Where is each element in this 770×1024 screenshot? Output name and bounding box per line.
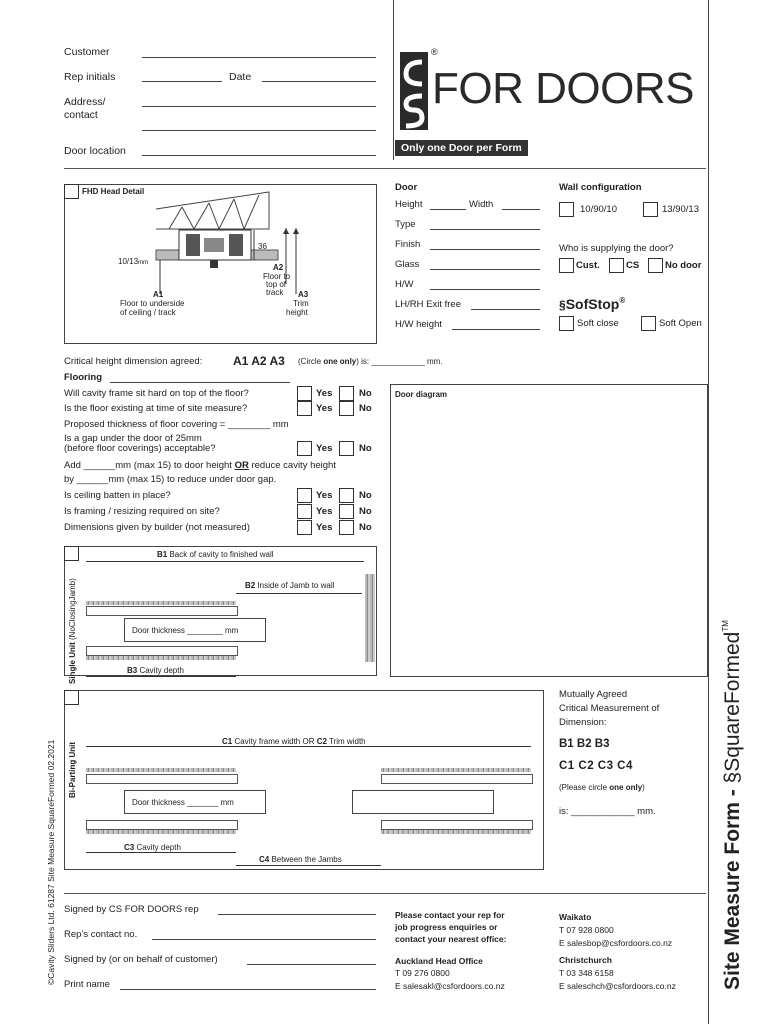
fhd-dim-10-13	[118, 257, 148, 266]
door-finish-field[interactable]	[430, 249, 540, 250]
sofstop-icon: §	[559, 298, 566, 312]
door-glass-field[interactable]	[430, 269, 540, 270]
fhd-dim-10-13-unit: mm	[138, 260, 149, 266]
q4-no-checkbox[interactable]	[339, 441, 354, 456]
fhd-a2-desc-3: track	[266, 288, 284, 297]
q5-post: reduce cavity height	[248, 460, 336, 471]
rep-initials-label: Rep initials	[64, 71, 116, 83]
chch-title: Christchurch	[559, 955, 612, 965]
c4-code: C4	[259, 855, 270, 864]
c1-dimension-line	[86, 746, 531, 747]
q1-yes-checkbox[interactable]	[297, 386, 312, 401]
critical-circle-pre: (Circle	[298, 357, 324, 366]
mutual-circle-post: )	[642, 783, 645, 792]
fhd-dim-10-13-value: 10/13	[118, 257, 139, 266]
customer-field[interactable]	[142, 57, 376, 58]
waikato-email[interactable]: E salesbop@csfordoors.co.nz	[559, 938, 673, 948]
signed-customer-label: Signed by (or on behalf of customer)	[64, 954, 218, 965]
waikato-title: Waikato	[559, 912, 592, 922]
single-door-thickness: Door thickness ________ mm	[132, 626, 239, 635]
b1-code: B1	[157, 550, 168, 559]
bp-right-frame-top	[381, 768, 531, 772]
rep-contact-label: Rep’s contact no.	[64, 929, 138, 940]
c2-code: C2	[316, 737, 327, 746]
flooring-q1: Will cavity frame sit hard on top of the floor?	[64, 388, 249, 399]
one-door-badge: Only one Door per Form	[395, 140, 528, 156]
q2-yes-checkbox[interactable]	[297, 401, 312, 416]
soft-close-checkbox[interactable]	[559, 316, 574, 331]
wall-opt2-checkbox[interactable]	[643, 202, 658, 217]
single-frame-bottom-inner	[86, 646, 238, 656]
q4-yes-label: Yes	[316, 443, 333, 454]
address-label-1: Address/	[64, 96, 106, 108]
single-frame-bottom	[86, 656, 236, 660]
door-hw-height-field[interactable]	[452, 329, 540, 330]
fhd-dim-36: 36	[258, 242, 267, 251]
fhd-a1-desc-2: of ceiling / track	[120, 308, 176, 317]
chch-phone: T 03 348 6158	[559, 968, 614, 978]
logo-text: FOR DOORS	[432, 64, 694, 113]
flooring-title: Flooring	[64, 372, 102, 383]
door-width-label: Width	[469, 199, 494, 210]
soft-close-label: Soft close	[577, 318, 619, 329]
b3-code: B3	[127, 666, 138, 675]
critical-height-label: Critical height dimension agreed:	[64, 356, 203, 367]
side-brand-icon: §	[721, 771, 744, 784]
fhd-a1-label: A1	[153, 290, 164, 299]
flooring-field[interactable]	[110, 382, 290, 383]
header-rule	[64, 168, 706, 169]
mutual-line3: Dimension:	[559, 717, 607, 728]
bp-right-frame-bottom-inner	[381, 820, 533, 830]
contact-intro-3: contact your nearest office:	[395, 934, 507, 944]
q8-yes-checkbox[interactable]	[297, 520, 312, 535]
auckland-title: Auckland Head Office	[395, 956, 483, 966]
signed-rep-label: Signed by CS FOR DOORS rep	[64, 904, 199, 915]
door-hw-field[interactable]	[430, 289, 540, 290]
single-frame-top-inner	[86, 606, 238, 616]
door-lhrh-label: LH/RH Exit free	[395, 299, 461, 310]
c4-dimension-line	[236, 865, 381, 866]
q8-no-checkbox[interactable]	[339, 520, 354, 535]
supplier-cs-checkbox[interactable]	[609, 258, 624, 273]
signature-rule	[64, 893, 706, 894]
single-wall-slab	[365, 574, 375, 662]
door-title: Door	[395, 182, 418, 193]
bp-right-door-box	[352, 790, 494, 814]
wall-config-title: Wall configuration	[559, 182, 642, 193]
door-hw-label: H/W	[395, 279, 414, 290]
fhd-a3-desc-2: height	[286, 308, 308, 317]
date-field[interactable]	[262, 81, 376, 82]
c1-desc: Cavity frame width OR	[232, 737, 317, 746]
q1-no-label: No	[359, 388, 372, 399]
rep-contact-field[interactable]	[152, 939, 376, 940]
b2-desc: Inside of Jamb to wall	[255, 581, 335, 590]
q5-pre: Add ______mm (max 15) to door height	[64, 460, 235, 471]
q1-no-checkbox[interactable]	[339, 386, 354, 401]
header-divider	[393, 0, 394, 160]
q7-no-label: No	[359, 506, 372, 517]
door-width-field[interactable]	[502, 209, 540, 210]
wall-opt1-label: 10/90/10	[580, 204, 617, 215]
b2-label	[243, 581, 336, 590]
mutual-circle-instruction	[559, 783, 645, 792]
bp-left-frame-top-inner	[86, 774, 238, 784]
mutual-line1: Mutually Agreed	[559, 689, 628, 700]
c3-desc: Cavity depth	[134, 843, 181, 852]
door-type-field[interactable]	[430, 229, 540, 230]
single-unit-side-bold: Single Unit	[68, 642, 77, 684]
fhd-a2-desc-2: top of	[266, 280, 287, 289]
contact-intro-2: job progress enquiries or	[395, 922, 498, 932]
b1-desc: Back of cavity to finished wall	[167, 550, 274, 559]
single-unit-checkbox[interactable]	[64, 546, 79, 561]
bp-door-thickness: Door thickness _______ mm	[132, 798, 234, 807]
side-brand-text: SquareFormed	[721, 631, 744, 772]
door-finish-label: Finish	[395, 239, 421, 250]
bp-right-frame-bottom	[381, 830, 531, 834]
sofstop-logo-text: SofStop	[565, 296, 620, 312]
sofstop-logo	[559, 296, 625, 312]
soft-open-checkbox[interactable]	[641, 316, 656, 331]
bp-left-frame-top	[86, 768, 236, 772]
address-field-2[interactable]	[142, 130, 376, 131]
side-form-title-text: Site Measure Form -	[721, 783, 744, 990]
address-label-2: contact	[64, 109, 98, 121]
supplier-cs-label: CS	[626, 260, 640, 271]
critical-height-options[interactable]: A1 A2 A3	[233, 354, 285, 368]
c4-label	[257, 855, 344, 864]
flooring-q7: Is framing / resizing required on site?	[64, 506, 220, 517]
biparting-checkbox[interactable]	[64, 690, 79, 705]
q1-yes-label: Yes	[316, 388, 333, 399]
supplier-no-door-label: No door	[665, 260, 702, 271]
b2-code: B2	[245, 581, 256, 590]
door-location-field[interactable]	[142, 155, 376, 156]
logo-registered-mark: ®	[431, 47, 438, 57]
address-field-1[interactable]	[142, 106, 376, 107]
q6-yes-checkbox[interactable]	[297, 488, 312, 503]
q6-yes-label: Yes	[316, 490, 333, 501]
critical-circle-bold: one only	[323, 357, 357, 366]
single-unit-side-label	[68, 578, 77, 684]
q7-yes-checkbox[interactable]	[297, 504, 312, 519]
mutual-line2: Critical Measurement of	[559, 703, 660, 714]
door-diagram-box[interactable]	[390, 384, 708, 677]
q2-no-checkbox[interactable]	[339, 401, 354, 416]
c3-code: C3	[124, 843, 135, 852]
supplier-cust-label: Cust.	[576, 260, 600, 271]
contact-intro-1: Please contact your rep for	[395, 910, 505, 920]
single-frame-top	[86, 601, 236, 605]
c1-label	[220, 737, 368, 746]
q2-yes-label: Yes	[316, 403, 333, 414]
supplier-no-door-checkbox[interactable]	[648, 258, 663, 273]
flooring-q6: Is ceiling batten in place?	[64, 490, 171, 501]
c3-dimension-line	[86, 852, 236, 853]
fhd-a1-desc-1: Floor to underside	[120, 299, 185, 308]
c3-label	[122, 843, 183, 852]
fhd-a2-desc-1: Floor to	[263, 272, 291, 281]
wall-opt1-checkbox[interactable]	[559, 202, 574, 217]
waikato-phone: T 07 928 0800	[559, 925, 614, 935]
critical-height-instruction	[298, 357, 443, 366]
flooring-q2: Is the floor existing at time of site measure?	[64, 403, 248, 414]
fhd-a3-label: A3	[298, 290, 309, 299]
door-diagram-title: Door diagram	[395, 390, 448, 399]
supplier-question: Who is supplying the door?	[559, 243, 674, 254]
customer-label: Customer	[64, 46, 110, 58]
q6-no-checkbox[interactable]	[339, 488, 354, 503]
critical-circle-post: ) is: ____________ mm.	[356, 357, 443, 366]
print-name-field[interactable]	[120, 989, 376, 990]
door-height-label: Height	[395, 199, 423, 210]
biparting-side-label: Bi-Parting Unit	[68, 742, 77, 798]
fhd-a3-desc-1: Trim	[293, 299, 309, 308]
chch-email[interactable]: E saleschch@csfordoors.co.nz	[559, 981, 676, 991]
b3-desc: Cavity depth	[137, 666, 184, 675]
wall-opt2-label: 13/90/13	[662, 204, 699, 215]
rep-initials-field[interactable]	[142, 81, 222, 82]
flooring-q5-line2: by ______mm (max 15) to reduce under door gap.	[64, 474, 277, 485]
auckland-phone: T 09 276 0800	[395, 968, 450, 978]
mutual-b-options[interactable]: B1 B2 B3	[559, 738, 610, 750]
q5-or: OR	[234, 460, 249, 471]
bp-right-frame-top-inner	[381, 774, 533, 784]
signed-rep-field[interactable]	[218, 914, 376, 915]
b1-dimension-line	[86, 561, 364, 562]
fhd-title: FHD Head Detail	[82, 187, 145, 196]
bp-left-frame-bottom-inner	[86, 820, 238, 830]
fhd-drawing	[64, 184, 375, 342]
door-lhrh-field[interactable]	[471, 309, 540, 310]
q4-yes-checkbox[interactable]	[297, 441, 312, 456]
mutual-c-options[interactable]: C1 C2 C3 C4	[559, 760, 633, 772]
mutual-is-line: is: ____________ mm.	[559, 806, 656, 817]
cs-logo-mark	[400, 52, 428, 130]
right-margin-line	[708, 0, 709, 1024]
b3-dimension-line	[86, 676, 236, 677]
mutual-circle-bold: one only	[609, 783, 643, 792]
flooring-q5-line1	[64, 460, 336, 471]
fhd-a2-label: A2	[273, 263, 284, 272]
single-unit-side-rest: (NoClosingJamb)	[68, 578, 77, 643]
b3-label	[125, 666, 186, 675]
b1-label	[155, 550, 276, 559]
soft-open-label: Soft Open	[659, 318, 702, 329]
c1-code: C1	[222, 737, 233, 746]
door-location-label: Door location	[64, 145, 126, 157]
door-glass-label: Glass	[395, 259, 420, 270]
bp-left-frame-bottom	[86, 830, 236, 834]
q7-yes-label: Yes	[316, 506, 333, 517]
flooring-q3: Proposed thickness of floor covering = ________ mm	[64, 419, 289, 430]
print-name-label: Print name	[64, 979, 110, 990]
flooring-q8: Dimensions given by builder (not measured)	[64, 522, 250, 533]
q2-no-label: No	[359, 403, 372, 414]
c4-desc: Between the Jambs	[269, 855, 342, 864]
door-type-label: Type	[395, 219, 416, 230]
date-label: Date	[229, 71, 252, 83]
mutual-circle-pre: (Please circle	[559, 783, 610, 792]
door-hw-height-label: H/W height	[395, 319, 442, 330]
q7-no-checkbox[interactable]	[339, 504, 354, 519]
q8-no-label: No	[359, 522, 372, 533]
door-height-field[interactable]	[430, 209, 466, 210]
q8-yes-label: Yes	[316, 522, 333, 533]
b2-dimension-line	[236, 593, 362, 594]
signed-customer-field[interactable]	[247, 964, 376, 965]
sofstop-reg: ®	[619, 296, 626, 305]
auckland-email[interactable]: E salesakl@csfordoors.co.nz	[395, 981, 505, 991]
c2-desc: Trim width	[326, 737, 366, 746]
q4-no-label: No	[359, 443, 372, 454]
flooring-q4-line2: (before floor coverings) acceptable?	[64, 443, 216, 454]
flooring-q4-line1: Is a gap under the door of 25mm	[64, 433, 202, 444]
q6-no-label: No	[359, 490, 372, 501]
copyright-side-text: ©Cavity Sliders Ltd. 61287 Site Measure SquareFormed 02.2021	[46, 739, 56, 985]
supplier-cust-checkbox[interactable]	[559, 258, 574, 273]
side-brand-tm: TM	[721, 620, 730, 632]
side-form-title	[721, 620, 745, 990]
